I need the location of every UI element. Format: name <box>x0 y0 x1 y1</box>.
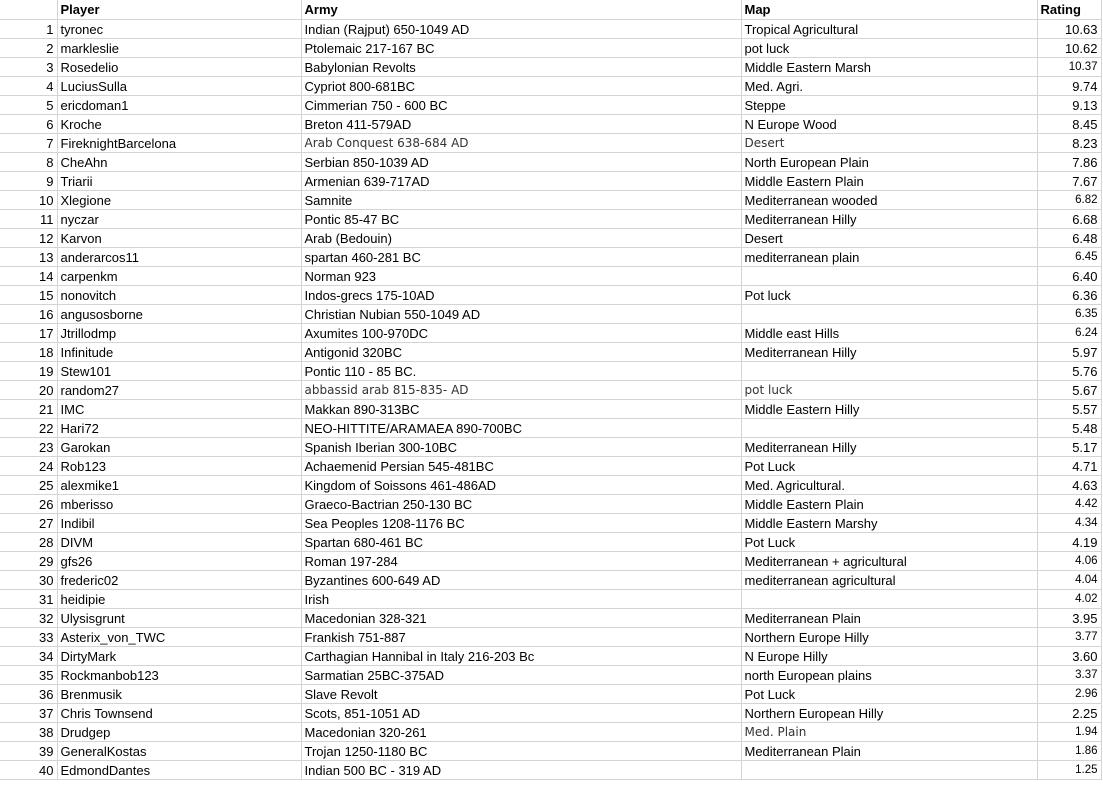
row-number[interactable]: 27 <box>0 514 57 533</box>
row-number[interactable]: 16 <box>0 305 57 324</box>
row-number[interactable]: 25 <box>0 476 57 495</box>
player-cell[interactable]: DIVM <box>57 533 301 552</box>
map-cell[interactable] <box>741 362 1037 381</box>
row-number[interactable]: 33 <box>0 628 57 647</box>
map-cell[interactable]: Tropical Agricultural <box>741 20 1037 39</box>
player-cell[interactable]: Jtrillodmp <box>57 324 301 343</box>
army-cell[interactable]: Macedonian 328-321 <box>301 609 741 628</box>
table-row <box>0 210 1101 229</box>
map-cell[interactable]: Northern European Hilly <box>741 704 1037 723</box>
army-cell[interactable]: Carthagian Hannibal in Italy 216-203 Bc <box>301 647 741 666</box>
player-cell[interactable]: tyronec <box>57 20 301 39</box>
player-cell[interactable]: gfs26 <box>57 552 301 571</box>
player-cell[interactable]: random27 <box>57 381 301 400</box>
table-row <box>0 609 1101 628</box>
army-cell[interactable]: Arab (Bedouin) <box>301 229 741 248</box>
row-number[interactable]: 30 <box>0 571 57 590</box>
army-cell[interactable]: Kingdom of Soissons 461-486AD <box>301 476 741 495</box>
table-row <box>0 20 1101 39</box>
rating-cell[interactable]: 5.67 <box>1037 381 1101 400</box>
army-cell[interactable]: Sarmatian 25BC-375AD <box>301 666 741 685</box>
table-row <box>0 381 1101 400</box>
rating-cell[interactable]: 6.24 <box>1037 324 1101 343</box>
rating-cell[interactable]: 9.74 <box>1037 77 1101 96</box>
row-number[interactable]: 1 <box>0 20 57 39</box>
map-cell[interactable]: Northern Europe Hilly <box>741 628 1037 647</box>
row-number[interactable]: 4 <box>0 77 57 96</box>
table-row <box>0 571 1101 590</box>
rating-cell[interactable]: 4.42 <box>1037 495 1101 514</box>
player-cell[interactable]: ericdoman1 <box>57 96 301 115</box>
table-row <box>0 533 1101 552</box>
player-cell[interactable]: Rob123 <box>57 457 301 476</box>
rating-cell[interactable]: 5.76 <box>1037 362 1101 381</box>
player-cell[interactable]: Chris Townsend <box>57 704 301 723</box>
rating-cell[interactable]: 2.96 <box>1037 685 1101 704</box>
table-row <box>0 39 1101 58</box>
row-number[interactable]: 14 <box>0 267 57 286</box>
player-cell[interactable]: Karvon <box>57 229 301 248</box>
army-cell[interactable]: Scots, 851-1051 AD <box>301 704 741 723</box>
army-cell[interactable]: spartan 460-281 BC <box>301 248 741 267</box>
map-cell[interactable]: mediterranean plain <box>741 248 1037 267</box>
row-number[interactable]: 38 <box>0 723 57 742</box>
army-cell[interactable]: Byzantines 600-649 AD <box>301 571 741 590</box>
table-row <box>0 723 1101 742</box>
row-number[interactable]: 40 <box>0 761 57 780</box>
map-cell[interactable]: north European plains <box>741 666 1037 685</box>
table-row <box>0 172 1101 191</box>
map-cell[interactable] <box>741 305 1037 324</box>
army-cell[interactable]: Pontic 110 - 85 BC. <box>301 362 741 381</box>
player-cell[interactable]: EdmondDantes <box>57 761 301 780</box>
row-number[interactable]: 10 <box>0 191 57 210</box>
row-number[interactable]: 21 <box>0 400 57 419</box>
player-cell[interactable]: anderarcos11 <box>57 248 301 267</box>
rating-cell[interactable]: 3.60 <box>1037 647 1101 666</box>
player-cell[interactable]: frederic02 <box>57 571 301 590</box>
row-number[interactable]: 3 <box>0 58 57 77</box>
row-number[interactable]: 11 <box>0 210 57 229</box>
army-cell[interactable]: Indian 500 BC - 319 AD <box>301 761 741 780</box>
table-row <box>0 286 1101 305</box>
player-cell[interactable]: Hari72 <box>57 419 301 438</box>
map-cell[interactable]: Desert <box>741 229 1037 248</box>
rating-cell[interactable]: 5.57 <box>1037 400 1101 419</box>
map-cell[interactable]: N Europe Hilly <box>741 647 1037 666</box>
table-row <box>0 514 1101 533</box>
table-row <box>0 191 1101 210</box>
row-number[interactable]: 19 <box>0 362 57 381</box>
player-cell[interactable]: markleslie <box>57 39 301 58</box>
row-number[interactable]: 35 <box>0 666 57 685</box>
rating-cell[interactable]: 5.97 <box>1037 343 1101 362</box>
army-cell[interactable]: Serbian 850-1039 AD <box>301 153 741 172</box>
player-cell[interactable]: Rockmanbob123 <box>57 666 301 685</box>
map-cell[interactable]: Pot luck <box>741 286 1037 305</box>
map-cell[interactable]: Mediterranean Plain <box>741 742 1037 761</box>
army-cell[interactable]: Pontic 85-47 BC <box>301 210 741 229</box>
map-cell[interactable]: Mediterranean Plain <box>741 609 1037 628</box>
map-cell[interactable]: Middle Eastern Plain <box>741 172 1037 191</box>
table-row <box>0 476 1101 495</box>
army-cell[interactable]: Indos-grecs 175-10AD <box>301 286 741 305</box>
army-cell[interactable]: Sea Peoples 1208-1176 BC <box>301 514 741 533</box>
army-cell[interactable]: Cypriot 800-681BC <box>301 77 741 96</box>
player-cell[interactable]: Asterix_von_TWC <box>57 628 301 647</box>
player-cell[interactable]: LuciusSulla <box>57 77 301 96</box>
row-number[interactable]: 29 <box>0 552 57 571</box>
row-number[interactable]: 17 <box>0 324 57 343</box>
player-cell[interactable]: Rosedelio <box>57 58 301 77</box>
army-cell[interactable]: Achaemenid Persian 545-481BC <box>301 457 741 476</box>
army-cell[interactable]: Makkan 890-313BC <box>301 400 741 419</box>
player-cell[interactable]: Garokan <box>57 438 301 457</box>
rating-cell[interactable]: 5.48 <box>1037 419 1101 438</box>
map-cell[interactable]: Mediterranean wooded <box>741 191 1037 210</box>
army-cell[interactable]: Roman 197-284 <box>301 552 741 571</box>
row-number[interactable]: 2 <box>0 39 57 58</box>
row-number[interactable]: 31 <box>0 590 57 609</box>
rating-cell[interactable]: 7.86 <box>1037 153 1101 172</box>
row-number[interactable]: 12 <box>0 229 57 248</box>
table-row <box>0 419 1101 438</box>
table-row <box>0 362 1101 381</box>
rating-cell[interactable]: 8.45 <box>1037 115 1101 134</box>
rating-cell[interactable]: 4.02 <box>1037 590 1101 609</box>
army-cell[interactable]: Graeco-Bactrian 250-130 BC <box>301 495 741 514</box>
table-row <box>0 590 1101 609</box>
rating-cell[interactable]: 6.35 <box>1037 305 1101 324</box>
player-cell[interactable]: nonovitch <box>57 286 301 305</box>
table-row <box>0 96 1101 115</box>
table-row <box>0 742 1101 761</box>
header-rownum-cell[interactable] <box>0 0 57 20</box>
row-number[interactable]: 36 <box>0 685 57 704</box>
table-row <box>0 267 1101 286</box>
table-row <box>0 666 1101 685</box>
map-cell[interactable]: Mediterranean + agricultural <box>741 552 1037 571</box>
rating-cell[interactable]: 6.40 <box>1037 267 1101 286</box>
rating-cell[interactable]: 10.63 <box>1037 20 1101 39</box>
player-cell[interactable]: Kroche <box>57 115 301 134</box>
map-cell[interactable]: N Europe Wood <box>741 115 1037 134</box>
map-cell[interactable]: Pot Luck <box>741 533 1037 552</box>
table-row <box>0 134 1101 153</box>
header-army[interactable]: Army <box>301 0 741 20</box>
army-cell[interactable]: Samnite <box>301 191 741 210</box>
table-row <box>0 248 1101 267</box>
rating-cell[interactable]: 6.68 <box>1037 210 1101 229</box>
map-cell[interactable]: mediterranean agricultural <box>741 571 1037 590</box>
row-number[interactable]: 24 <box>0 457 57 476</box>
rating-cell[interactable]: 6.82 <box>1037 191 1101 210</box>
table-row <box>0 324 1101 343</box>
row-number[interactable]: 39 <box>0 742 57 761</box>
map-cell[interactable] <box>741 761 1037 780</box>
map-cell[interactable]: Middle Eastern Marsh <box>741 58 1037 77</box>
map-cell[interactable]: Med. Agri. <box>741 77 1037 96</box>
rating-cell[interactable]: 10.62 <box>1037 39 1101 58</box>
rating-cell[interactable]: 4.71 <box>1037 457 1101 476</box>
army-cell[interactable]: Macedonian 320-261 <box>301 723 741 742</box>
map-cell[interactable]: Mediterranean Hilly <box>741 210 1037 229</box>
map-cell[interactable]: Middle Eastern Plain <box>741 495 1037 514</box>
rating-cell[interactable]: 7.67 <box>1037 172 1101 191</box>
map-cell[interactable]: Med. Plain <box>741 723 1037 742</box>
rating-cell[interactable]: 6.36 <box>1037 286 1101 305</box>
army-cell[interactable]: Ptolemaic 217-167 BC <box>301 39 741 58</box>
row-number[interactable]: 37 <box>0 704 57 723</box>
rating-cell[interactable]: 8.23 <box>1037 134 1101 153</box>
row-number[interactable]: 18 <box>0 343 57 362</box>
row-number[interactable]: 5 <box>0 96 57 115</box>
map-cell[interactable]: Mediterranean Hilly <box>741 343 1037 362</box>
army-cell[interactable]: Spartan 680-461 BC <box>301 533 741 552</box>
player-cell[interactable]: FireknightBarcelona <box>57 134 301 153</box>
table-row <box>0 77 1101 96</box>
player-cell[interactable]: Brenmusik <box>57 685 301 704</box>
map-cell[interactable]: Med. Agricultural. <box>741 476 1037 495</box>
player-cell[interactable]: carpenkm <box>57 267 301 286</box>
map-cell[interactable]: pot luck <box>741 39 1037 58</box>
header-map[interactable]: Map <box>741 0 1037 20</box>
army-cell[interactable]: Christian Nubian 550-1049 AD <box>301 305 741 324</box>
player-cell[interactable]: nyczar <box>57 210 301 229</box>
player-cell[interactable]: IMC <box>57 400 301 419</box>
army-cell[interactable]: Cimmerian 750 - 600 BC <box>301 96 741 115</box>
map-cell[interactable]: Mediterranean Hilly <box>741 438 1037 457</box>
rating-cell[interactable]: 5.17 <box>1037 438 1101 457</box>
row-number[interactable]: 32 <box>0 609 57 628</box>
row-number[interactable]: 7 <box>0 134 57 153</box>
map-cell[interactable] <box>741 590 1037 609</box>
army-cell[interactable]: Axumites 100-970DC <box>301 324 741 343</box>
map-cell[interactable]: Middle Eastern Marshy <box>741 514 1037 533</box>
army-cell[interactable]: Norman 923 <box>301 267 741 286</box>
army-cell[interactable]: Babylonian Revolts <box>301 58 741 77</box>
row-number[interactable]: 15 <box>0 286 57 305</box>
rating-cell[interactable]: 1.94 <box>1037 723 1101 742</box>
rating-cell[interactable]: 2.25 <box>1037 704 1101 723</box>
player-cell[interactable]: Stew101 <box>57 362 301 381</box>
army-cell[interactable]: Irish <box>301 590 741 609</box>
rating-cell[interactable]: 4.63 <box>1037 476 1101 495</box>
table-row <box>0 229 1101 248</box>
rating-cell[interactable]: 6.48 <box>1037 229 1101 248</box>
army-cell[interactable]: Frankish 751-887 <box>301 628 741 647</box>
army-cell[interactable]: Spanish Iberian 300-10BC <box>301 438 741 457</box>
player-cell[interactable]: Ulysisgrunt <box>57 609 301 628</box>
map-cell[interactable] <box>741 267 1037 286</box>
row-number[interactable]: 6 <box>0 115 57 134</box>
row-number[interactable]: 13 <box>0 248 57 267</box>
map-cell[interactable]: Middle east Hills <box>741 324 1037 343</box>
player-cell[interactable]: mberisso <box>57 495 301 514</box>
table-row <box>0 115 1101 134</box>
table-row <box>0 438 1101 457</box>
map-cell[interactable]: pot luck <box>741 381 1037 400</box>
rating-cell[interactable]: 1.25 <box>1037 761 1101 780</box>
player-cell[interactable]: Indibil <box>57 514 301 533</box>
army-cell[interactable]: Antigonid 320BC <box>301 343 741 362</box>
army-cell[interactable]: Trojan 1250-1180 BC <box>301 742 741 761</box>
player-cell[interactable]: Infinitude <box>57 343 301 362</box>
row-number[interactable]: 9 <box>0 172 57 191</box>
army-cell[interactable]: Indian (Rajput) 650-1049 AD <box>301 20 741 39</box>
army-cell[interactable]: Armenian 639-717AD <box>301 172 741 191</box>
rating-cell[interactable]: 1.86 <box>1037 742 1101 761</box>
player-cell[interactable]: CheAhn <box>57 153 301 172</box>
army-cell[interactable]: NEO-HITTITE/ARAMAEA 890-700BC <box>301 419 741 438</box>
army-cell[interactable]: Slave Revolt <box>301 685 741 704</box>
player-cell[interactable]: angusosborne <box>57 305 301 324</box>
rating-cell[interactable]: 3.77 <box>1037 628 1101 647</box>
table-row <box>0 685 1101 704</box>
player-cell[interactable]: alexmike1 <box>57 476 301 495</box>
map-cell[interactable]: Steppe <box>741 96 1037 115</box>
row-number[interactable]: 22 <box>0 419 57 438</box>
map-cell[interactable]: Middle Eastern Hilly <box>741 400 1037 419</box>
rating-cell[interactable]: 4.19 <box>1037 533 1101 552</box>
table-row <box>0 647 1101 666</box>
map-cell[interactable]: Pot Luck <box>741 457 1037 476</box>
table-row <box>0 704 1101 723</box>
rating-cell[interactable]: 4.34 <box>1037 514 1101 533</box>
map-cell[interactable] <box>741 419 1037 438</box>
header-rating[interactable]: Rating <box>1037 0 1101 20</box>
army-cell[interactable]: Breton 411-579AD <box>301 115 741 134</box>
player-cell[interactable]: GeneralKostas <box>57 742 301 761</box>
table-row <box>0 495 1101 514</box>
row-number[interactable]: 34 <box>0 647 57 666</box>
army-cell[interactable]: Arab Conquest 638-684 AD <box>301 134 741 153</box>
table-row <box>0 343 1101 362</box>
table-row <box>0 761 1101 780</box>
table-row <box>0 628 1101 647</box>
rating-cell[interactable]: 6.45 <box>1037 248 1101 267</box>
player-cell[interactable]: Triarii <box>57 172 301 191</box>
row-number[interactable]: 20 <box>0 381 57 400</box>
row-number[interactable]: 8 <box>0 153 57 172</box>
rating-cell[interactable]: 3.37 <box>1037 666 1101 685</box>
map-cell[interactable]: North European Plain <box>741 153 1037 172</box>
table-row <box>0 457 1101 476</box>
map-cell[interactable]: Pot Luck <box>741 685 1037 704</box>
rating-cell[interactable]: 4.04 <box>1037 571 1101 590</box>
row-number[interactable]: 26 <box>0 495 57 514</box>
table-row <box>0 58 1101 77</box>
header-row <box>0 0 1101 20</box>
army-cell[interactable]: abbassid arab 815-835- AD <box>301 381 741 400</box>
table-row <box>0 400 1101 419</box>
table-row <box>0 305 1101 324</box>
player-cell[interactable]: heidipie <box>57 590 301 609</box>
map-cell[interactable]: Desert <box>741 134 1037 153</box>
rating-cell[interactable]: 9.13 <box>1037 96 1101 115</box>
table-row <box>0 153 1101 172</box>
player-cell[interactable]: Xlegione <box>57 191 301 210</box>
rating-cell[interactable]: 4.06 <box>1037 552 1101 571</box>
rating-cell[interactable]: 10.37 <box>1037 58 1101 77</box>
player-cell[interactable]: DirtyMark <box>57 647 301 666</box>
rating-cell[interactable]: 3.95 <box>1037 609 1101 628</box>
player-cell[interactable]: Drudgep <box>57 723 301 742</box>
row-number[interactable]: 28 <box>0 533 57 552</box>
header-player[interactable]: Player <box>57 0 301 20</box>
table-row <box>0 552 1101 571</box>
row-number[interactable]: 23 <box>0 438 57 457</box>
